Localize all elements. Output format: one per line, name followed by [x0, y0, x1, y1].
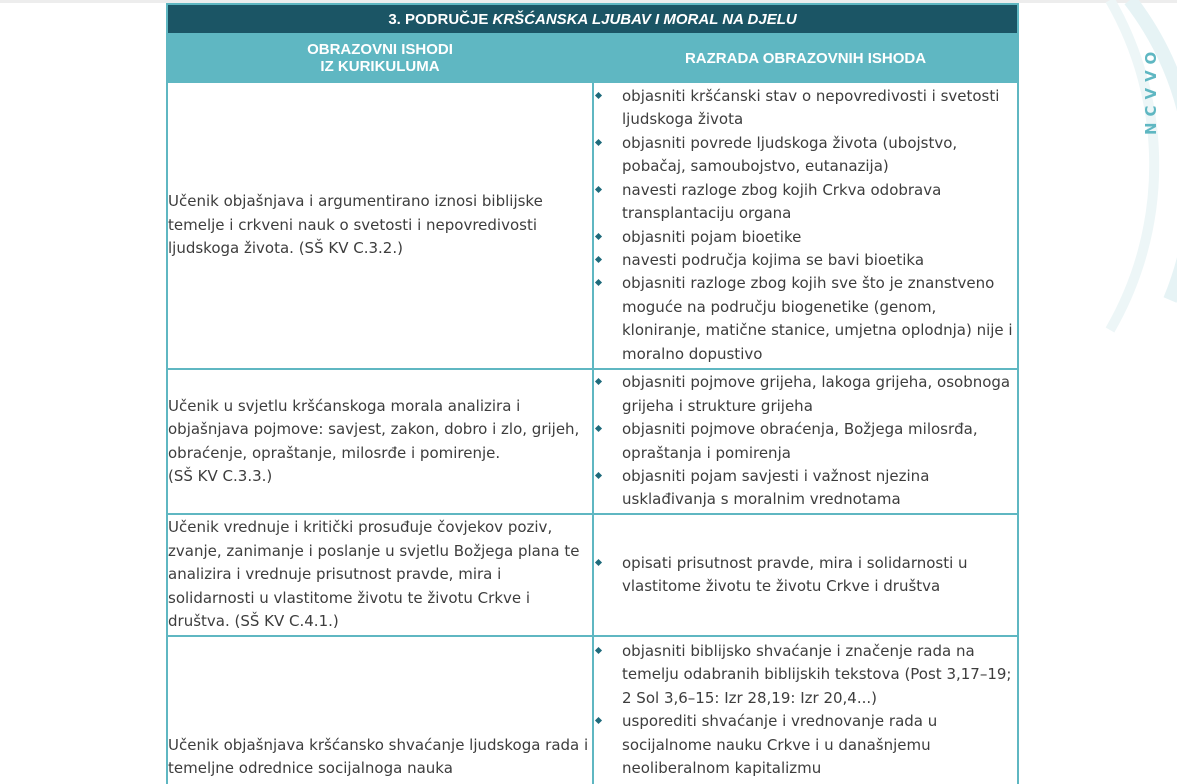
list-item-text: objasniti kršćanski stav o nepovredivosti i svetosti ljudskoga života [622, 87, 1000, 129]
diamond-bullet-icon [595, 717, 602, 724]
diamond-bullet-icon [595, 232, 602, 239]
list-item-text: navesti područja kojima se bavi bioetika [622, 250, 925, 269]
list-item-text: objasniti biblijsko shvaćanje i značenje rada na temelju odabranih biblijskih tekstova (Post 3,17–19; 2 Sol 3,6–15: Izr 28,19: Izr 20,4...) [622, 642, 1012, 707]
list-item [594, 371, 1017, 418]
outcome-text: Učenik objašnjava i argumentirano iznosi biblijske temelje i crkveni nauk o svetosti i nepovredivosti ljudskoga života. (SŠ KV C.3.2.) [168, 192, 543, 258]
table-row [167, 369, 1018, 514]
column-header-details: RAZRADA OBRAZOVNIH ISHODA [593, 34, 1018, 82]
list-item [594, 226, 1017, 249]
list-item [594, 640, 1017, 710]
details-cell [593, 369, 1018, 514]
list-item-text: objasniti pojam savjesti i važnost njezina usklađivanja s moralnim vrednotama [622, 466, 930, 509]
column-header-outcomes-line1: OBRAZOVNI ISHODI [307, 41, 453, 58]
outcome-cell [167, 82, 593, 369]
outcome-code: (SŠ KV C.3.3.) [168, 466, 273, 485]
section-title-italic: KRŠĆANSKA LJUBAV I MORAL NA DJELU [492, 10, 797, 28]
list-item-text: objasniti pojam bioetike [622, 227, 802, 246]
table-row [167, 636, 1018, 784]
diamond-bullet-icon [595, 92, 602, 99]
list-item [594, 552, 1017, 599]
table-row [167, 82, 1018, 369]
list-item [594, 249, 1017, 272]
outcome-cell [167, 514, 593, 636]
list-item [594, 179, 1017, 226]
brand-vertical-text: NCVVO [1142, 45, 1160, 135]
list-item [594, 132, 1017, 179]
column-header-outcomes-line2: IZ KURIKULUMA [320, 58, 440, 75]
table-title-row [167, 4, 1018, 34]
list-item [594, 85, 1017, 132]
diamond-bullet-icon [595, 559, 602, 566]
details-list [594, 552, 1017, 599]
outcome-text: Učenik objašnjava kršćansko shvaćanje ljudskoga rada i temeljne odrednice socijalnoga nauka [168, 736, 589, 778]
curriculum-table [166, 3, 1019, 784]
diamond-bullet-icon [595, 472, 602, 479]
table-header-row [167, 34, 1018, 82]
details-cell [593, 82, 1018, 369]
diamond-bullet-icon [595, 279, 602, 286]
list-item-text: opisati prisutnost pravde, mira i solidarnosti u vlastitome životu te životu Crkve i društva [622, 553, 968, 595]
list-item-text: navesti razloge zbog kojih Crkva odobrava transplantaciju organa [622, 180, 942, 223]
list-item [594, 418, 1017, 465]
outcome-text: Učenik vrednuje i kritički prosuđuje čovjekov poziv, zvanje, zanimanje i poslanje u svjetlu Božjega plana te analizira i vrednuje prisutnost pravde, mira i solidarnosti u vlastitome životu te životu Crkve i društva. (SŠ KV C.4.1.) [168, 518, 580, 631]
details-cell [593, 514, 1018, 636]
list-item-text: objasniti povrede ljudskoga života (ubojstvo, pobačaj, samoubojstvo, eutanazija) [622, 133, 958, 176]
diamond-bullet-icon [595, 647, 602, 654]
outcome-text: Učenik u svjetlu kršćanskoga morala analizira i objašnjava pojmove: savjest, zakon, dobro i zlo, grijeh, obraćenje, opraštanje, milosrđe i pomirenje. [168, 396, 580, 462]
list-item [594, 710, 1017, 780]
details-list [594, 85, 1017, 366]
section-title-prefix: 3. PODRUČJE [388, 10, 489, 28]
details-list [594, 371, 1017, 511]
column-header-outcomes [167, 34, 593, 82]
diamond-bullet-icon [595, 378, 602, 385]
list-item [594, 465, 1017, 512]
diamond-bullet-icon [595, 139, 602, 146]
diamond-bullet-icon [595, 186, 602, 193]
list-item-text: objasniti pojmove obraćenja, Božjega milosrđa, opraštanja i pomirenja [622, 420, 978, 462]
table-row [167, 514, 1018, 636]
details-cell [593, 636, 1018, 784]
list-item-text: objasniti razloge zbog kojih sve što je znanstveno moguće na području biogenetike (genom, kloniranje, matične stanice, umjetna oplodnja) nije i moralno dopustivo [622, 274, 1013, 363]
outcome-cell [167, 636, 593, 784]
outcome-cell [167, 369, 593, 514]
diamond-bullet-icon [595, 425, 602, 432]
list-item-text: usporediti shvaćanje i vrednovanje rada u socijalnome nauku Crkve i u današnjemu neoliberalnom kapitalizmu [622, 712, 938, 778]
diamond-bullet-icon [595, 256, 602, 263]
section-title [167, 4, 1018, 34]
list-item-text: objasniti pojmove grijeha, lakoga grijeha, osobnoga grijeha i strukture grijeha [622, 373, 1011, 415]
details-list [594, 640, 1017, 780]
list-item [594, 272, 1017, 366]
